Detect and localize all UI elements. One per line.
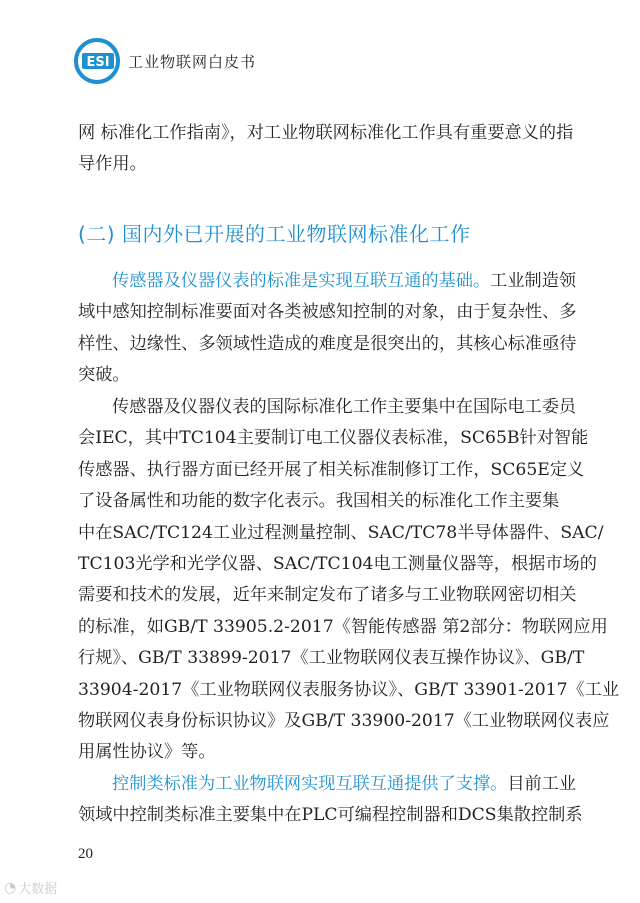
section-heading: (二) 国内外已开展的工业物联网标准化工作 xyxy=(78,222,471,246)
highlight-text: 控制类标准为工业物联网实现互联互通提供了支撑。 xyxy=(112,774,508,794)
text-line: TC103光学和光学仪器、SAC/TC104电工测量仪器等，根据市场的 xyxy=(78,554,597,575)
paragraph-control xyxy=(78,769,583,832)
text-line: 用属性协议》等。 xyxy=(78,742,216,763)
paragraph-sensors xyxy=(78,266,577,392)
page-header xyxy=(74,36,256,86)
text-line: 行规》、GB/T 33899-2017《工业物联网仪表互操作协议》、GB/T xyxy=(78,648,585,669)
text-line: 网 标准化工作指南》，对工业物联网标准化工作具有重要意义的指 xyxy=(78,123,574,143)
text-line: 导作用。 xyxy=(78,154,147,175)
text-line xyxy=(78,769,577,800)
text-line: 33904-2017《工业物联网仪表服务协议》、GB/T 33901-2017《工业 xyxy=(78,679,620,700)
text-line: 样性、边缘性、多领域性造成的难度是很突出的，其核心标准亟待 xyxy=(78,333,577,354)
text-line: 物联网仪表身份标识协议》及GB/T 33900-2017《工业物联网仪表应 xyxy=(78,711,610,732)
text-line: 的标准，如GB/T 33905.2-2017《智能传感器 第2部分：物联网应用 xyxy=(78,616,608,637)
text-line: 突破。 xyxy=(78,365,130,386)
weibo-icon: ◔ xyxy=(4,879,17,896)
intro-paragraph xyxy=(78,118,574,181)
esi-logo xyxy=(74,38,120,84)
paragraph-standards xyxy=(78,392,620,769)
logo-text: ESI xyxy=(86,55,110,70)
text-line: 传感器、执行器方面已经开展了相关标准制修订工作，SC65E定义 xyxy=(78,459,585,480)
text-line: 需要和技术的发展，近年来制定发布了诸多与工业物联网密切相关 xyxy=(78,585,577,606)
text-line: 领域中控制类标准主要集中在PLC可编程控制器和DCS集散控制系 xyxy=(78,805,583,826)
watermark-text: 大数据 xyxy=(18,882,58,897)
text-line xyxy=(78,266,577,297)
header-title: 工业物联网白皮书 xyxy=(128,52,257,71)
text-span: 目前工业 xyxy=(507,774,577,794)
text-line: 会IEC，其中TC104主要制订电工仪器仪表标准，SC65B针对智能 xyxy=(78,428,589,449)
text-line: 域中感知控制标准要面对各类被感知控制的对象，由于复杂性、多 xyxy=(78,302,577,323)
text-line: 中在SAC/TC124工业过程测量控制、SAC/TC78半导体器件、SAC/ xyxy=(78,522,604,543)
highlight-text: 传感器及仪器仪表的标准是实现互联互通的基础。 xyxy=(112,271,491,291)
text-line: 了设备属性和功能的数字化表示。我国相关的标准化工作主要集 xyxy=(78,491,560,512)
text-span: 工业制造领 xyxy=(490,271,577,291)
text-line: 传感器及仪器仪表的国际标准化工作主要集中在国际电工委员 xyxy=(112,397,577,417)
watermark xyxy=(4,878,57,897)
page-number: 20 xyxy=(78,846,93,862)
